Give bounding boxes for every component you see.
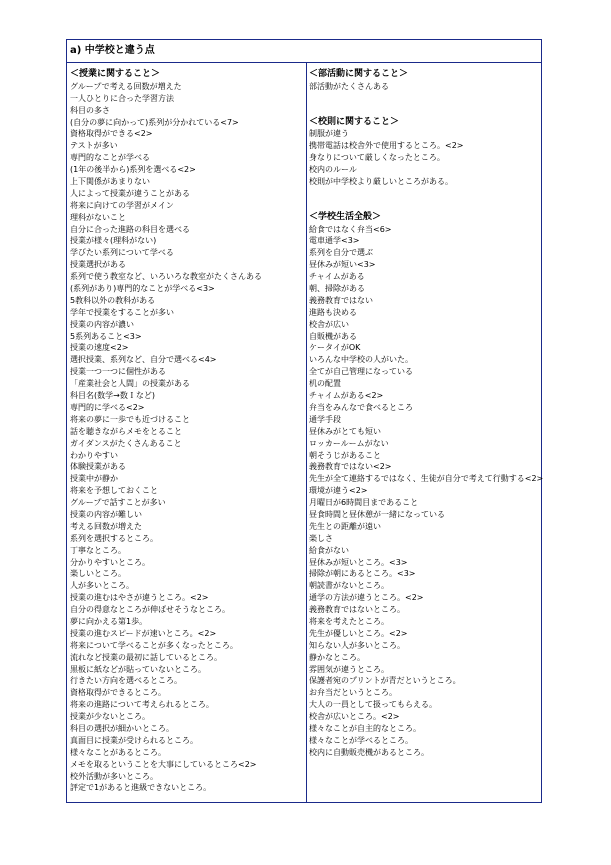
list-item: 部活動がたくさんある [309,81,389,91]
list-item: 校内に自動販売機があるところ。 [309,747,429,757]
list-item: 将来について学べることが多くなったところ。 [70,640,238,650]
list-item: 話を聴きながらメモをとること [70,426,182,436]
list-item: (自分の夢に向かって)系列が分かれている<7> [70,117,239,127]
list-item: 専門的なことが学べる [70,153,150,163]
list-item: 丁寧なところ。 [70,545,126,555]
list-item: 先生が優しいところ。<2> [309,628,408,638]
list-item: 校舎が広いところ。<2> [309,712,400,722]
list-item: ロッカールームがない [309,438,389,448]
list-item: 科目の選択が細かいところ。 [70,723,174,733]
list-item: 授業選択がある [70,260,126,270]
section-heading-clubs: ＜部活動に関すること＞ [309,69,409,79]
list-item: 義務教育ではない [309,295,373,305]
club-items-list [309,81,541,93]
list-item: (1年の後半から)系列を選べる<2> [70,165,196,175]
list-item: 黒板に紙などが貼っていないところ。 [70,664,206,674]
list-item: 給食ではなく弁当<6> [309,224,392,234]
list-item: 授業の内容が濃い [70,319,134,329]
section-heading-school-life: ＜学校生活全般＞ [309,211,382,222]
list-item: 授業の進むスピードが速いところ。<2> [70,628,217,638]
list-item: 環境が違う<2> [309,486,368,496]
list-item: 昼休みが短い<3> [309,260,376,270]
left-column [70,69,303,794]
list-item: 先生が全て連絡するではなく、生徒が自分で考えて行動する<2> [309,474,544,484]
page-title: a) 中学校と違う点 [67,40,541,63]
rules-items-list [309,128,541,187]
list-item: 体験授業がある [70,462,126,472]
list-item: 授業一つ一つに個性がある [70,367,166,377]
list-item: ガイダンスがたくさんあること [70,438,182,448]
list-item: 電車通学<3> [309,236,360,246]
list-item: 自分に合った進路の科目を選べる [70,224,190,234]
list-item: 掃除が朝にあるところ。<3> [309,569,416,579]
list-item: 身なりについて厳しくなったところ。 [309,153,445,163]
list-item: 朝読書がないところ。 [309,581,389,591]
list-item: 一人ひとりに合った学習方法 [70,93,174,103]
list-item: 系列を自分で選ぶ [309,248,373,258]
list-item: 「産業社会と人間」の授業がある [70,379,190,389]
list-item: 科目名(数学→数Ｉなど) [70,391,155,401]
class-items-list [70,81,303,794]
section-heading-classes: ＜授業に関すること＞ [70,69,161,79]
list-item: いろんな中学校の人がいた。 [309,355,413,365]
list-item: 将来を考えたところ。 [309,616,389,626]
school-life-items-list [309,224,544,759]
list-item: 楽しさ [309,533,333,543]
list-item: 系列を選択するところ。 [70,533,158,543]
list-item: ケータイがOK [309,343,361,353]
list-item: お弁当だというところ。 [309,688,397,698]
list-item: (系列があり)専門的なことが学べる<3> [70,284,215,294]
list-item: 人が多いところ。 [70,581,134,591]
list-item: チャイムがある<2> [309,391,384,401]
list-item: 系列で使う教室など、いろいろな教室がたくさんある [70,272,262,282]
column-divider [306,62,307,802]
list-item: テストが多い [70,141,118,151]
list-item: 授業が少ないところ。 [70,712,150,722]
list-item: 制服が違う [309,129,349,139]
list-item: 上下関係があまりない [70,177,150,187]
content-table [66,39,542,803]
list-item: 学びたい系列について学べる [70,248,174,258]
list-item: 校外活動が多いところ。 [70,771,158,781]
list-item: 科目の多さ [70,105,110,115]
list-item: 5教科以外の教科がある [70,295,156,305]
list-item: 評定で1があると進級できないところ。 [70,783,212,793]
list-item: 人によって授業が違うことがある [70,188,190,198]
list-item: 昼休みが短いところ。<3> [309,557,408,567]
list-item: 義務教育ではないところ。 [309,605,405,615]
list-item: 朝、掃除がある [309,284,365,294]
list-item: 楽しいところ。 [70,569,126,579]
section-heading-rules: ＜校則に関すること＞ [309,116,400,127]
list-item: 将来の夢に一歩でも近づけること [70,414,190,424]
list-item: 進路も決める [309,307,357,317]
list-item: 弁当をみんなで食べるところ [309,402,413,412]
list-item: 資格取得ができる<2> [70,129,153,139]
list-item: 雰囲気が違うところ。 [309,664,389,674]
list-item: 様々なことが学べるところ。 [309,735,413,745]
list-item: 静かなところ。 [309,652,365,662]
list-item: 昼食時間と昼休憩が一緒になっている [309,509,445,519]
right-column [309,69,544,759]
list-item: 5系列あること<3> [70,331,142,341]
list-item: 真面目に授業が受けられるところ。 [70,735,198,745]
list-item: 夢に向かえる第1歩。 [70,616,148,626]
list-item: 行きたい方向を選べるところ。 [70,676,182,686]
list-item: 様々なことがあるところ。 [70,747,166,757]
list-item: 学年で授業をすることが多い [70,307,174,317]
list-item: 将来に向けての学習がメイン [70,200,174,210]
list-item: 授業中が静か [70,474,118,484]
list-item: 理科がないこと [70,212,126,222]
list-item: 朝そうじがあること [309,450,381,460]
list-item: 分かりやすいところ。 [70,557,150,567]
list-item: 通学手段 [309,414,341,424]
list-item: 校内のルール [309,165,357,175]
list-item: 全てが自己管理になっている [309,367,413,377]
list-item: 考える回数が増えた [70,521,142,531]
list-item: 資格取得ができるところ。 [70,688,166,698]
list-item: 月曜日が6時間目まであること [309,498,419,508]
list-item: 昼休みがとても短い [309,426,381,436]
list-item: メモを取るということを大事にしているところ<2> [70,759,257,769]
list-item: 校舎が広い [309,319,349,329]
list-item: 義務教育ではない<2> [309,462,392,472]
list-item: 通学の方法が違うところ。<2> [309,593,424,603]
list-item: 机の配置 [309,379,341,389]
list-item: グループで話すことが多い [70,498,166,508]
list-item: 自分の得意なところが伸ばせそうなところ。 [70,605,230,615]
list-item: 授業の速度<2> [70,343,129,353]
list-item: 校則が中学校より厳しいところがある。 [309,177,453,187]
list-item: 将来を予想しておくこと [70,486,158,496]
list-item: 様々なことが自主的なところ。 [309,723,421,733]
list-item: 選択授業、系列など、自分で選べる<4> [70,355,217,365]
list-item: グループで考える回数が増えた [70,81,182,91]
list-item: 携帯電話は校舎外で使用するところ。<2> [309,141,464,151]
list-item: 大人の一員として扱ってもらえる。 [309,700,437,710]
list-item: 将来の進路について考えられるところ。 [70,700,214,710]
list-item: 専門的に学べる<2> [70,402,145,412]
list-item: 給食がない [309,545,349,555]
list-item: チャイムがある [309,272,365,282]
list-item: 知らない人が多いところ。 [309,640,405,650]
list-item: 自販機がある [309,331,357,341]
list-item: 先生との距離が遠い [309,521,381,531]
list-item: 保護者宛のプリントが青だというところ。 [309,676,461,686]
list-item: 流れなど授業の最初に話しているところ。 [70,652,222,662]
list-item: 授業の内容が難しい [70,509,142,519]
list-item: 授業の進むはやさが違うところ。<2> [70,593,209,603]
list-item: 授業が様々(理科がない) [70,236,157,246]
list-item: わかりやすい [70,450,118,460]
